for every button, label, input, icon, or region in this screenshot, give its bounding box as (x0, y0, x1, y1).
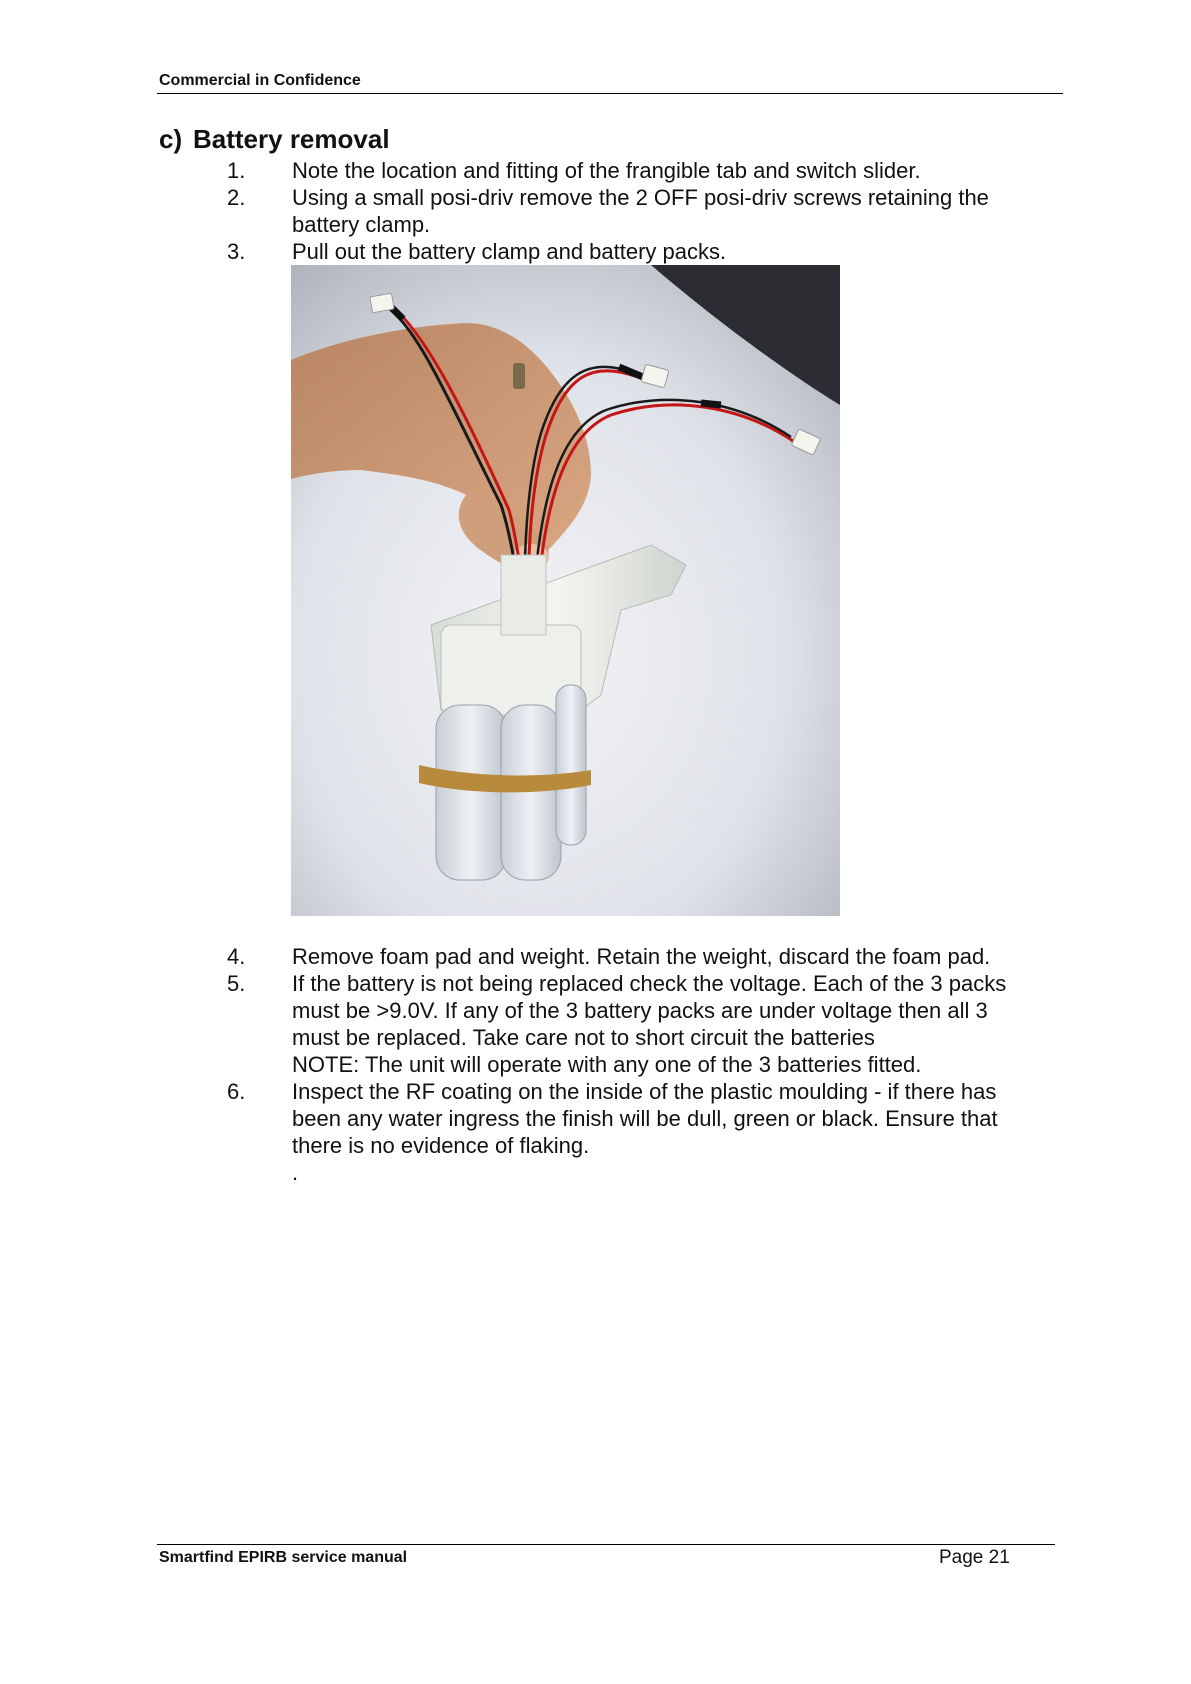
step-line: Using a small posi-driv remove the 2 OFF posi-driv screws retaining the (292, 185, 989, 210)
step-note: NOTE: The unit will operate with any one of the 3 batteries fitted. (292, 1052, 922, 1077)
section-label: c) (159, 124, 183, 154)
step-line: must be >9.0V. If any of the 3 battery packs are under voltage then all 3 (292, 998, 988, 1023)
step-line: Remove foam pad and weight. Retain the weight, discard the foam pad. (292, 944, 991, 969)
step-line: battery clamp. (292, 212, 431, 237)
step-number: 1. (227, 158, 246, 183)
header-divider (157, 93, 1063, 94)
step-line: must be replaced. Take care not to short circuit the batteries (292, 1025, 875, 1050)
step-text (292, 238, 1052, 265)
step-number: 3. (227, 239, 246, 264)
step-text (292, 157, 1052, 184)
step-number: 5. (227, 971, 246, 996)
section-heading (159, 124, 390, 155)
step-text (292, 184, 1052, 238)
step-number: 6. (227, 1079, 246, 1104)
step-text (292, 1078, 1052, 1186)
step-line: been any water ingress the finish will be dull, green or black. Ensure that (292, 1106, 998, 1131)
footer-divider (157, 1544, 1055, 1545)
step-line: . (292, 1160, 299, 1185)
step-line: Pull out the battery clamp and battery packs. (292, 239, 727, 264)
step-number: 2. (227, 185, 246, 210)
step-number: 4. (227, 944, 246, 969)
section-title: Battery removal (193, 124, 390, 154)
step-text (292, 970, 1052, 1078)
step-text (292, 943, 1052, 970)
manual-title: Smartfind EPIRB service manual (159, 1549, 408, 1566)
battery-removal-photo (291, 265, 840, 916)
step-line: Inspect the RF coating on the inside of the plastic moulding - if there has (292, 1079, 997, 1104)
step-line: Note the location and fitting of the frangible tab and switch slider. (292, 158, 921, 183)
confidentiality-header: Commercial in Confidence (159, 72, 361, 89)
step-line: If the battery is not being replaced check the voltage. Each of the 3 packs (292, 971, 1007, 996)
page-number: Page 21 (939, 1547, 1010, 1568)
step-line: there is no evidence of flaking. (292, 1133, 590, 1158)
